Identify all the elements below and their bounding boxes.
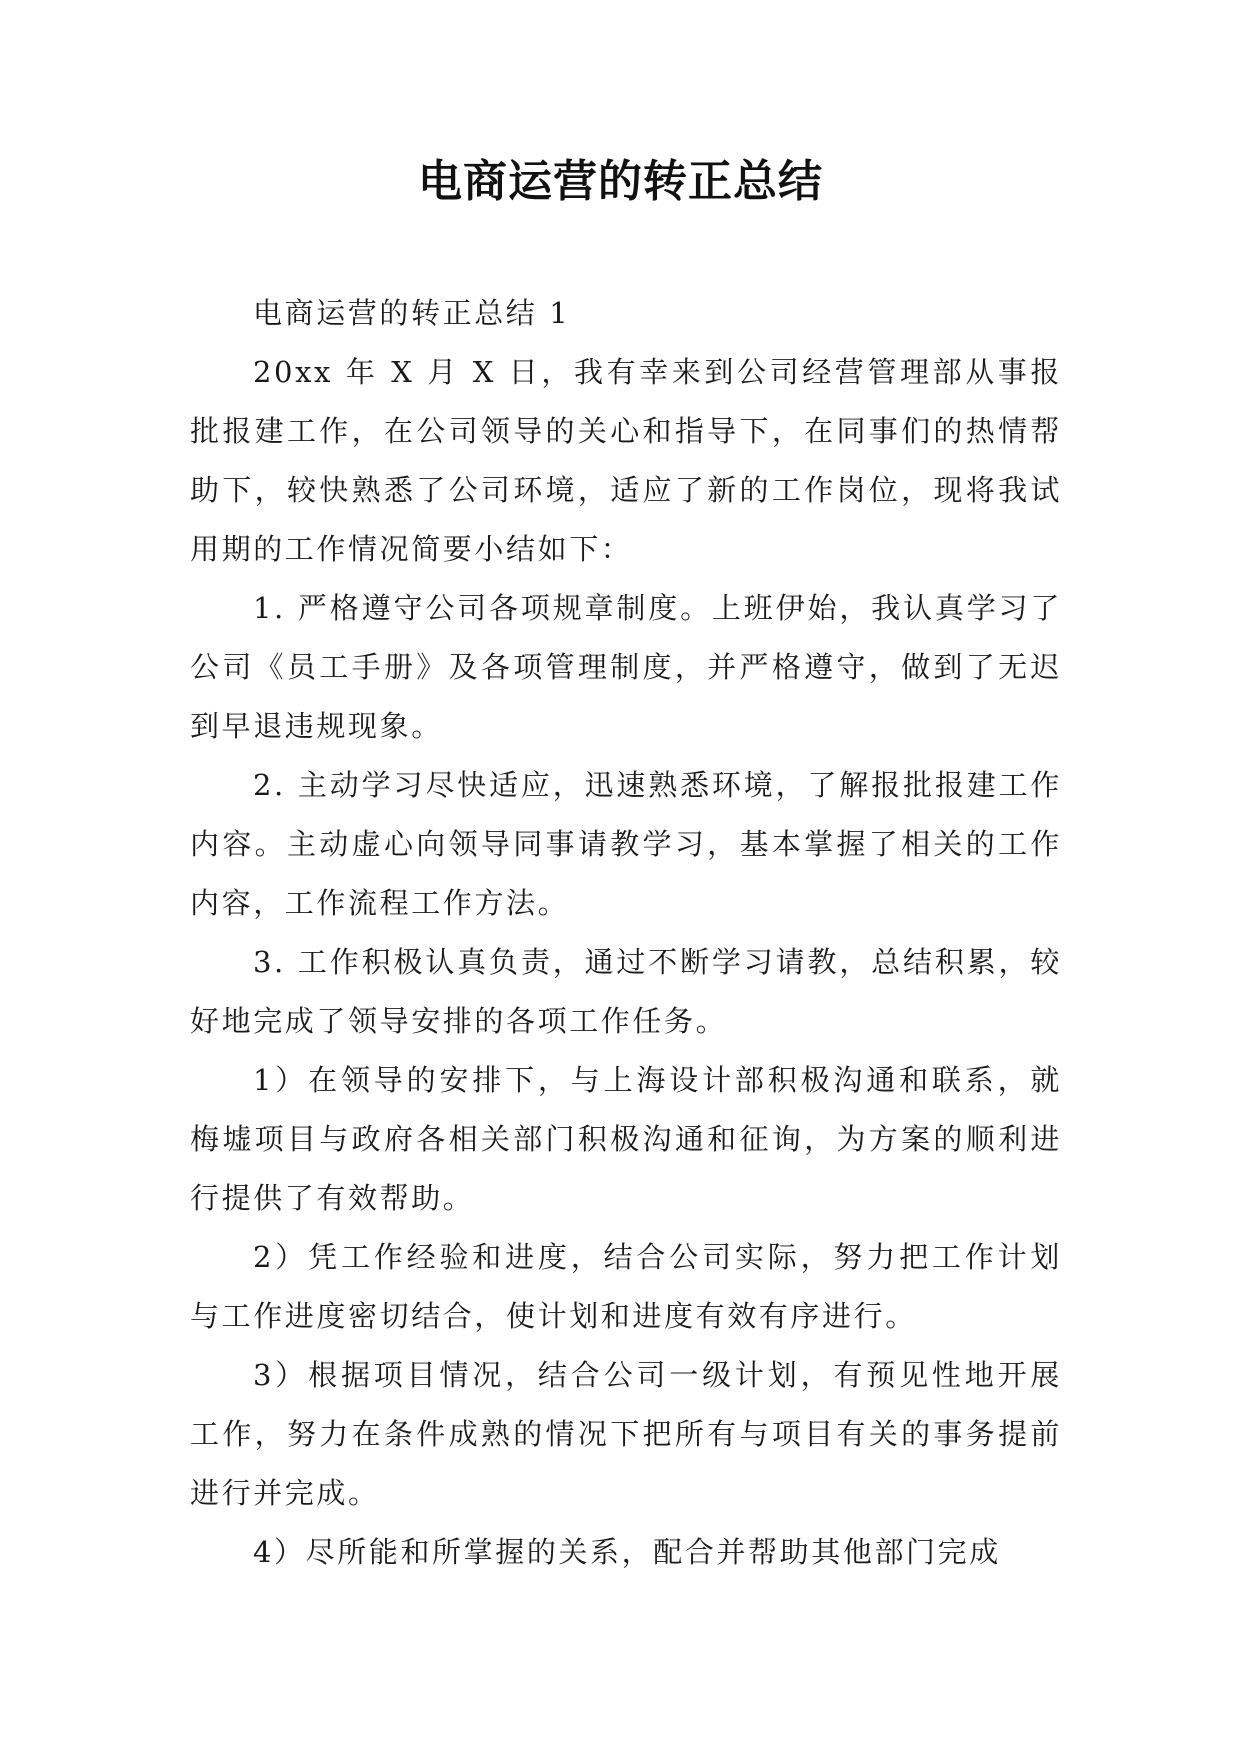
document-title: 电商运营的转正总结 (418, 156, 823, 207)
paragraph-item-3: 3. 工作积极认真负责，通过不断学习请教，总结积累，较好地完成了领导安排的各项工作任务。 (190, 945, 1062, 1038)
paragraph-subitem-3: 3）根据项目情况，结合公司一级计划，有预见性地开展工作，努力在条件成熟的情况下把所有与项目有关的事务提前进行并完成。 (190, 1358, 1062, 1510)
document-body (190, 284, 1062, 1582)
paragraph-item-1: 1. 严格遵守公司各项规章制度。上班伊始，我认真学习了公司《员工手册》及各项管理制度，并严格遵守，做到了无迟到早退违规现象。 (190, 591, 1062, 743)
paragraph-subitem-1: 1）在领导的安排下，与上海设计部积极沟通和联系，就梅墟项目与政府各相关部门积极沟通和征询，为方案的顺利进行提供了有效帮助。 (190, 1063, 1062, 1215)
paragraph-subitem-2: 2）凭工作经验和进度，结合公司实际，努力把工作计划与工作进度密切结合，使计划和进度有效有序进行。 (190, 1240, 1062, 1333)
paragraph-intro: 20xx 年 X 月 X 日，我有幸来到公司经营管理部从事报批报建工作，在公司领导的关心和指导下，在同事们的热情帮助下，较快熟悉了公司环境，适应了新的工作岗位，现将我试用期的工作情况简要小结如下： (190, 355, 1062, 566)
paragraph-heading: 电商运营的转正总结 1 (253, 296, 571, 330)
paragraph-item-2: 2. 主动学习尽快适应，迅速熟悉环境，了解报批报建工作内容。主动虚心向领导同事请教学习，基本掌握了相关的工作内容，工作流程工作方法。 (190, 768, 1062, 920)
paragraph-subitem-4: 4）尽所能和所掌握的关系，配合并帮助其他部门完成 (253, 1535, 1001, 1569)
